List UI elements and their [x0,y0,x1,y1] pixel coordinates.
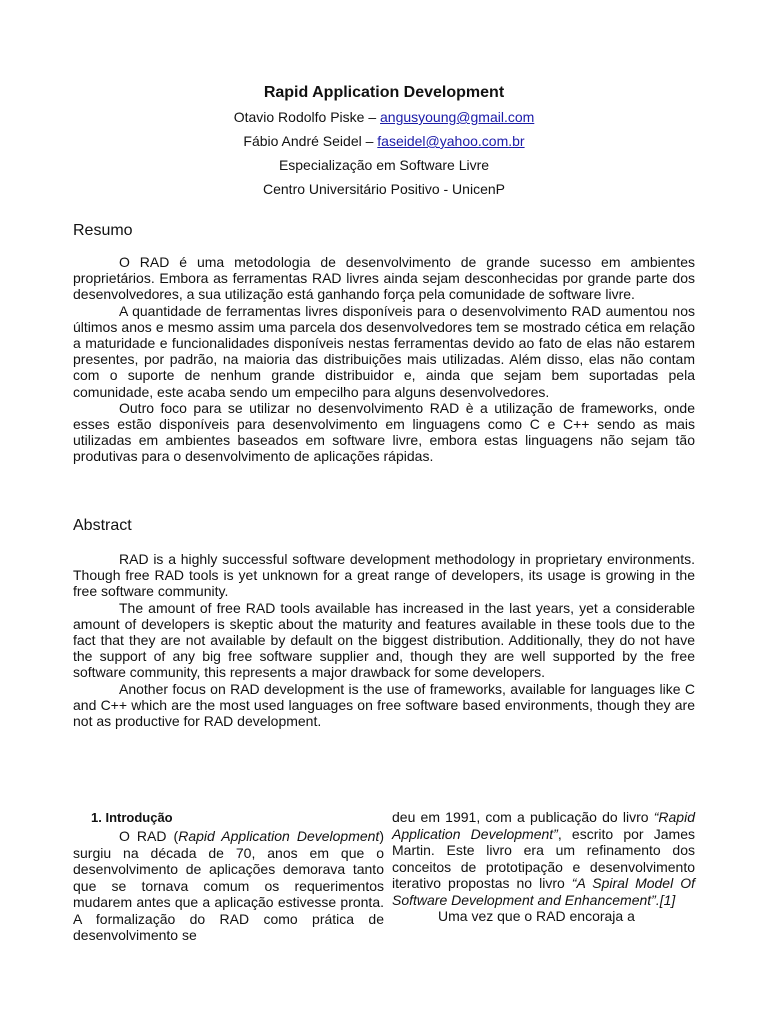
resumo-paragraph: Outro foco para se utilizar no desenvolvimento RAD è a utilização de frameworks, onde esses estão disponíveis para desenvolvimento em linguagens como C e C++ sendo as mais utilizadas em ambientes baseados em software livre, embora estas linguagens não sejam tão produtivas para o desenvolvimento de aplicações rápidas. [73,399,695,465]
abstract-paragraph: The amount of free RAD tools available has increased in the last years, yet a considerable amount of developers is skeptic about the maturity and features available in these tools due to the fact that they are not available by default on the biggest distribution. Additionally, they do not have the support of any big free software supplier and, though they are well supported by the free software community, this represents a major drawback for some developers. [73,599,695,681]
resumo-heading: Resumo [73,222,133,239]
intro-right-column [392,809,695,925]
intro-heading: 1. Introdução [91,810,173,825]
intro-text: ) surgiu na década de 70, anos em que o desenvolvimento de aplicações demorava tanto que se tornava comum os requerimentos mudarem antes que a aplicação estivesse pronta. A formalização do RAD como prática de desenvolvimento se [73,828,384,943]
author-2-name: Fábio André Seidel – [243,133,378,149]
intro-italic-text: Rapid Application Development [178,828,380,844]
abstract-heading: Abstract [73,517,132,534]
intro-italic-text: “Rapid Application Development” [392,809,695,842]
author-2 [0,129,768,153]
title-block [0,82,768,201]
program-name: Especialização em Software Livre [278,157,490,173]
intro-paragraph [73,828,384,944]
intro-left-column [73,808,384,944]
intro-text: , escrito por James Martin. Este livro era um refinamento dos conceitos de prototipação e desenvolvimento iterativo propostas no livro [392,825,696,891]
abstract-body [73,551,695,729]
intro-text: deu em 1991, com a publicação do livro [392,809,654,825]
intro-italic-text: “A Spiral Model Of Software Development and Enhancement”.[1] [392,875,695,908]
abstract-paragraph: Another focus on RAD development is the use of frameworks, available for languages like C and C++ which are the most used languages on free software based environments, though they are not as productive for RAD development. [73,680,695,730]
intro-paragraph [392,809,695,908]
author-2-email-link[interactable]: faseidel@yahoo.com.br [377,133,525,149]
author-1-email-link[interactable]: angusyoung@gmail.com [380,109,535,125]
resumo-body [73,254,695,465]
resumo-paragraph: A quantidade de ferramentas livres disponíveis para o desenvolvimento RAD aumentou nos últimos anos e mesmo assim uma parcela dos desenvolvedores tem se mostrado cética em relação a maturidade e funcionalidades disponíveis nestas ferramentas devido ao fato de elas não estarem presentes, por padrão, na maioria das distribuições mais utilizadas. Além disso, elas não contam com o suporte de nenhum grande distribuidor e, ainda que sejam bem suportadas pela comunidade, este acaba sendo um empecilho para alguns desenvolvedores. [73,302,695,400]
paper-title: Rapid Application Development [263,84,505,101]
resumo-paragraph: O RAD é uma metodologia de desenvolvimento de grande sucesso em ambientes proprietários. Embora as ferramentas RAD livres ainda sejam desconhecidas por grande parte dos desenvolvedores, a sua utilização está ganhando força pela comunidade de software livre. [73,254,695,303]
intro-paragraph: Uma vez que o RAD encoraja a [438,908,635,924]
abstract-paragraph: RAD is a highly successful software development methodology in proprietary environments. Though free RAD tools is yet unknown for a great range of developers, its usage is growing in the free software community. [73,551,695,600]
author-1 [0,105,768,129]
author-1-name: Otavio Rodolfo Piske – [233,109,380,125]
institution-name: Centro Universitário Positivo - UnicenP [263,181,505,197]
intro-text: O RAD ( [119,828,179,844]
